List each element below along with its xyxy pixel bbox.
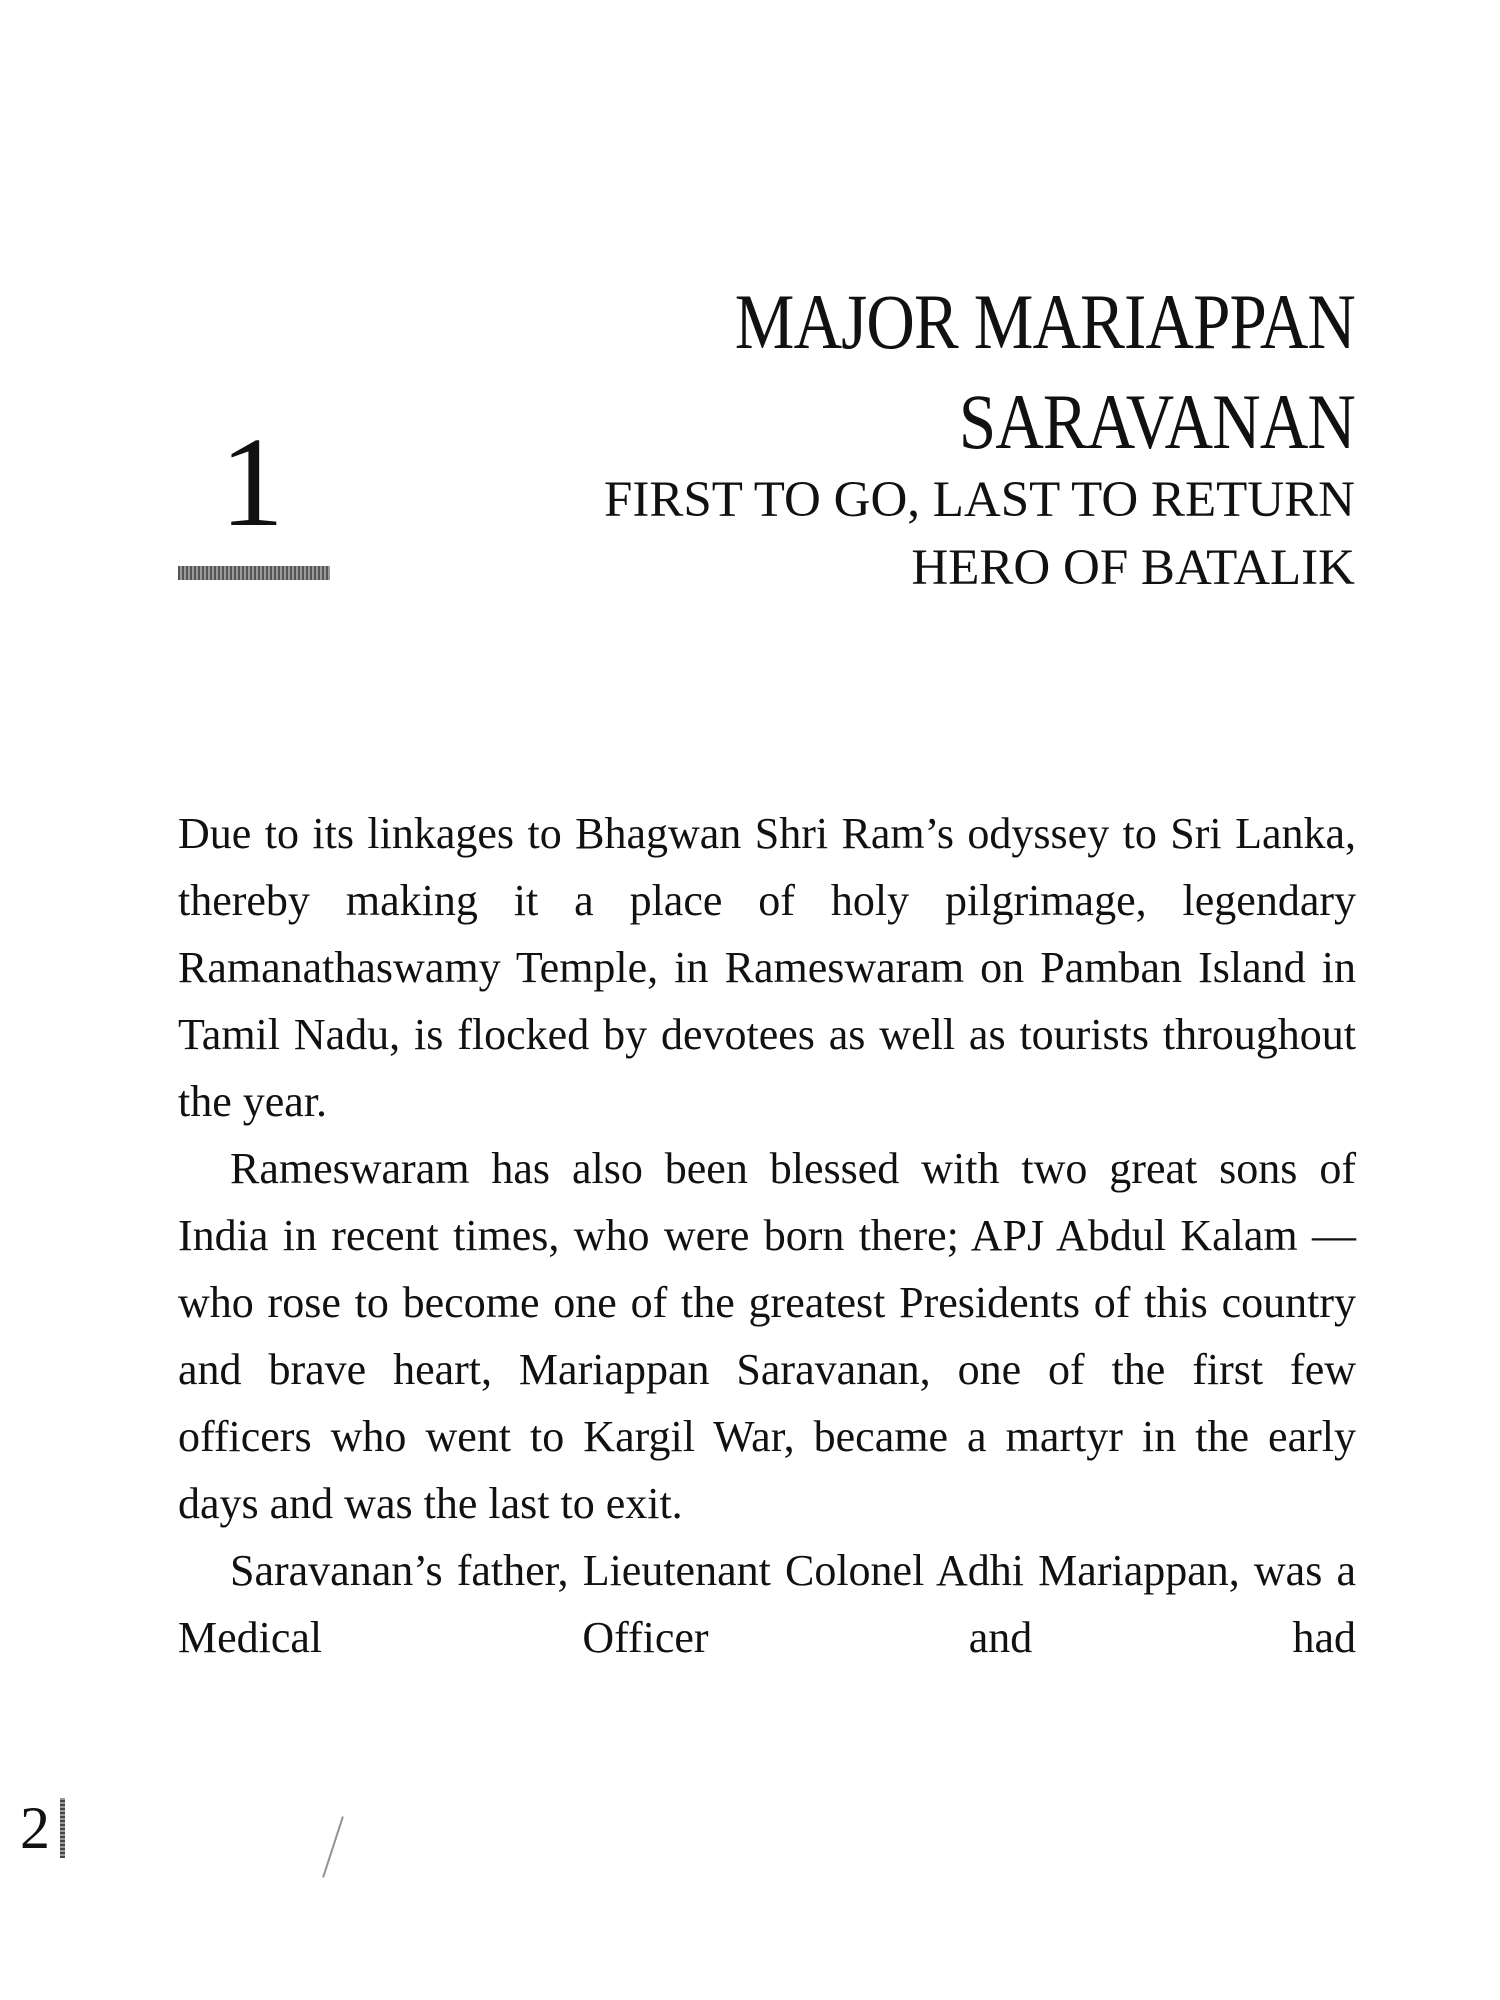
paragraph: Due to its linkages to Bhagwan Shri Ram’s odyssey to Sri Lanka, thereby making it a place of holy pilgrimage, legendary Ramanathaswamy Temple, in Rameswaram on Pamban Island in Tamil Nadu, is flocked by devotees as well as tourists throughout the year. bbox=[178, 809, 1356, 1126]
chapter-subtitle-line: HERO OF BATALIK bbox=[911, 540, 1355, 596]
chapter-subtitle-line: FIRST TO GO, LAST TO RETURN bbox=[604, 472, 1355, 528]
chapter-title bbox=[667, 272, 1355, 472]
page-number: 2 bbox=[20, 1795, 50, 1861]
chapter-subtitle bbox=[355, 466, 1355, 602]
chapter-title-line: SARAVANAN bbox=[958, 378, 1355, 465]
chapter-number-rule bbox=[178, 566, 330, 580]
page-number-bar bbox=[60, 1798, 65, 1858]
paragraph: Saravanan’s father, Lieutenant Colonel Adhi Mariappan, was a Medical Officer and had bbox=[178, 1546, 1356, 1662]
paragraph: Rameswaram has also been blessed with two great sons of India in recent times, who were born there; APJ Abdul Kalam — who rose to become one of the greatest Presidents of this country and brave heart, Mariappan Saravanan, one of the first few officers who went to Kargil War, became a martyr in the early days and was the last to exit. bbox=[178, 1144, 1356, 1528]
body-text bbox=[178, 800, 1356, 1671]
chapter-title-line: MAJOR MARIAPPAN bbox=[734, 278, 1355, 365]
chapter-number: 1 bbox=[220, 411, 284, 553]
pen-mark bbox=[322, 1816, 344, 1877]
